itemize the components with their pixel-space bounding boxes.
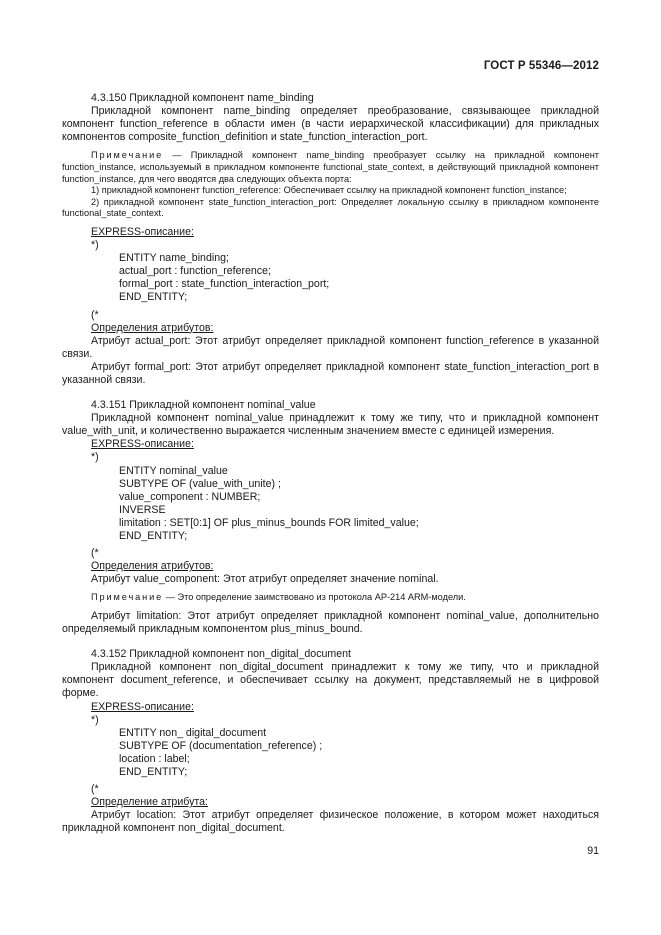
section-4-3-150 bbox=[62, 92, 599, 387]
code-line: ENTITY nominal_value bbox=[119, 464, 228, 477]
page-number: 91 bbox=[587, 845, 599, 857]
section-title: 4.3.150 Прикладной компонент name_binding bbox=[91, 92, 314, 104]
express-close: (* bbox=[91, 783, 99, 796]
page-content bbox=[62, 92, 599, 835]
attribute-definition: Атрибут actual_port: Этот атрибут определяет прикладной компонент function_reference в указанной связи. bbox=[62, 334, 599, 360]
express-close: (* bbox=[91, 308, 99, 321]
express-label: EXPRESS-описание: bbox=[91, 225, 194, 238]
section-4-3-152 bbox=[62, 648, 599, 835]
note-item: 2) прикладной компонент state_function_interaction_port: Определяет локальную ссылку в прикладном компоненте functional_state_context. bbox=[62, 196, 599, 219]
section-intro: Прикладной компонент non_digital_document принадлежит к тому же типу, что и прикладной компонент document_reference, и обеспечивает ссылку на документ, представляемый не в цифровой форме. bbox=[62, 661, 599, 700]
note-text: — Прикладной компонент name_binding преобразует ссылку на прикладной компонент function_instance, используемый в прикладном компоненте functional_state_context, в действующий прикладной компонент function_instance, для чего вводятся два следующих объекта порта: bbox=[62, 150, 599, 184]
code-line: SUBTYPE OF (value_with_unite) ; bbox=[119, 477, 281, 490]
express-close: (* bbox=[91, 547, 99, 560]
attribute-definition: Атрибут limitation: Этот атрибут определяет прикладной компонент nominal_value, дополнительно определяемый прикладным компонентом plus_minus_bound. bbox=[62, 609, 599, 636]
code-line: ENTITY name_binding; bbox=[119, 252, 229, 265]
attribute-definition: Атрибут location: Этот атрибут определяет физическое положение, в котором может находиться прикладной компонент non_digital_document. bbox=[62, 809, 599, 835]
note-label: Примечание bbox=[91, 592, 164, 603]
section-intro: Прикладной компонент nominal_value принадлежит к тому же типу, что и прикладной компонент value_with_unit, и количественно выражается численным значением вместе с единицей измерения. bbox=[62, 412, 599, 438]
section-title: 4.3.152 Прикладной компонент non_digital_document bbox=[91, 648, 351, 661]
code-line: END_ENTITY; bbox=[119, 291, 188, 304]
code-line: END_ENTITY; bbox=[119, 530, 188, 542]
attribute-definition: Атрибут value_component: Этот атрибут определяет значение nominal. bbox=[91, 573, 439, 586]
code-line: actual_port : function_reference; bbox=[119, 265, 271, 278]
note bbox=[62, 150, 599, 185]
attributes-label: Определение атрибута: bbox=[91, 796, 208, 809]
express-open: *) bbox=[91, 713, 99, 726]
section-4-3-151 bbox=[62, 399, 599, 636]
code-line: value_component : NUMBER; bbox=[119, 490, 261, 503]
code-line: INVERSE bbox=[119, 503, 166, 516]
attribute-definition: Атрибут formal_port: Этот атрибут определяет прикладной компонент state_function_interaction_port в указанной связи. bbox=[62, 360, 599, 386]
note-item: 1) прикладной компонент function_reference: Обеспечивает ссылку на прикладной компонент function_instance; bbox=[91, 185, 567, 196]
code-line: END_ENTITY; bbox=[119, 766, 188, 778]
code-line: limitation : SET[0:1] OF plus_minus_bounds FOR limited_value; bbox=[119, 516, 419, 529]
code-line: ENTITY non_ digital_document bbox=[119, 726, 267, 739]
code-line: location : label; bbox=[119, 752, 190, 765]
express-label: EXPRESS-описание: bbox=[91, 700, 194, 713]
attributes-label: Определения атрибутов: bbox=[91, 560, 214, 573]
standard-header: ГОСТ Р 55346—2012 bbox=[483, 60, 599, 72]
code-line: formal_port : state_function_interaction_port; bbox=[119, 278, 330, 291]
note-text: — Это определение заимствовано из протокола АР-214 ARM-модели. bbox=[163, 592, 466, 603]
code-line: SUBTYPE OF (documentation_reference) ; bbox=[119, 739, 323, 752]
express-open: *) bbox=[91, 239, 99, 252]
express-label: EXPRESS-описание: bbox=[91, 438, 194, 451]
section-intro: Прикладной компонент name_binding определяет преобразование, связывающее прикладной компонент function_reference в области имен (в части иерархической классификации) для прикладных компонентов composite_function_definition и state_function_interaction_port. bbox=[62, 105, 599, 144]
attributes-label: Определения атрибутов: bbox=[91, 321, 214, 334]
express-open: *) bbox=[91, 451, 99, 464]
note bbox=[62, 592, 599, 604]
note-label: Примечание bbox=[91, 150, 164, 161]
section-title: 4.3.151 Прикладной компонент nominal_value bbox=[91, 399, 316, 412]
